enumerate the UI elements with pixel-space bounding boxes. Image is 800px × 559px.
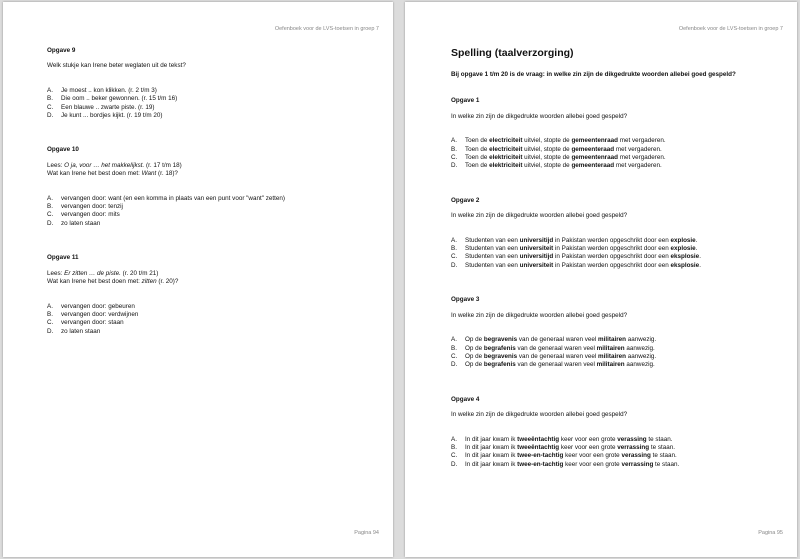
option-text [465, 353, 656, 361]
page-body [47, 47, 379, 362]
bold-word: verassing [617, 435, 647, 443]
question-title: Opgave 1 [451, 97, 480, 105]
option-b [451, 345, 783, 353]
question-11 [47, 254, 379, 336]
question-line: Wat kan Irene het best doen met: [47, 278, 142, 286]
option-fragment: Studenten van een [465, 236, 520, 244]
option-c [47, 104, 379, 112]
spelling-questions [451, 97, 783, 469]
question-title: Opgave 2 [451, 196, 480, 204]
option-a [47, 195, 379, 203]
bold-word: universitijd [519, 253, 554, 261]
question-word: zitten [141, 278, 157, 286]
option-letter: C. [451, 452, 458, 460]
option-text [465, 154, 666, 162]
section-intro: Bij opgave 1 t/m 20 is de vraag: in welke zin zijn de dikgedrukte woorden allebei goed gespeld? [451, 71, 736, 78]
question-10 [47, 146, 379, 228]
option-text [465, 146, 662, 154]
question-text: In welke zin zijn de dikgedrukte woorden allebei goed gespeld? [451, 112, 628, 120]
option-d [451, 361, 783, 369]
bold-word: universiteit [519, 261, 554, 269]
question-lead [47, 162, 379, 170]
option-letter: C. [451, 253, 458, 261]
bold-word: militairen [598, 352, 627, 360]
option-fragment: Studenten van een [465, 245, 520, 253]
option-text [465, 436, 673, 444]
option-letter: B. [47, 203, 53, 211]
answer-options [47, 195, 379, 229]
option-text: vervangen door: gebeuren [61, 302, 135, 310]
question-text: In welke zin zijn de dikgedrukte woorden allebei goed gespeld? [451, 212, 628, 220]
bold-word: eksplosie [670, 261, 700, 269]
option-fragment: Op de [465, 344, 484, 352]
option-d [451, 162, 783, 170]
option-text [465, 162, 662, 170]
option-text [465, 345, 655, 353]
option-letter: A. [47, 302, 53, 310]
bold-word: electriciteit [489, 137, 523, 145]
answer-options [47, 303, 379, 337]
option-text [465, 361, 655, 369]
option-fragment: aanwezig. [626, 352, 657, 360]
option-fragment: met vergaderen. [617, 154, 666, 162]
lead-quote: Er zitten … de piste. [64, 269, 121, 277]
option-fragment: keer voor een grote [559, 443, 618, 451]
option-text [465, 262, 701, 270]
answer-options [451, 336, 783, 370]
option-text [465, 452, 677, 460]
bold-word: eksplosie [670, 253, 700, 261]
option-letter: D. [451, 162, 458, 170]
spelling-question-1 [451, 97, 783, 170]
bold-word: gemeentenraad [571, 137, 618, 145]
option-text: Een blauwe .. zwarte piste. (r. 19) [61, 103, 155, 111]
option-d [47, 112, 379, 120]
page-body [451, 47, 783, 495]
option-letter: C. [451, 154, 458, 162]
option-letter: C. [451, 352, 458, 360]
lead-text: Lees: [47, 269, 65, 277]
option-fragment: in Pakistan werden opgeschrikt door een [553, 261, 671, 269]
option-c [451, 353, 783, 361]
option-text: vervangen door: staan [61, 319, 124, 327]
question-ref: (r. 18)? [156, 170, 178, 178]
bold-word: tweeëntachtig [517, 435, 560, 443]
option-letter: A. [451, 236, 457, 244]
option-fragment: van de generaal waren veel [515, 344, 597, 352]
option-fragment: keer voor een grote [563, 460, 622, 468]
bold-word: twee-en-tachtig [517, 460, 564, 468]
option-letter: D. [47, 219, 54, 227]
question-9 [47, 47, 379, 120]
section-title: Spelling (taalverzorging) [451, 47, 574, 59]
option-letter: B. [451, 145, 457, 153]
option-fragment: van de generaal waren veel [517, 336, 599, 344]
option-a [451, 137, 783, 145]
option-text: vervangen door: mits [61, 211, 120, 219]
bold-word: verrassing [617, 443, 650, 451]
page-94 [3, 2, 393, 557]
option-a [451, 436, 783, 444]
option-letter: A. [451, 137, 457, 145]
option-letter: B. [451, 344, 457, 352]
option-fragment: uitviel, stopte de [522, 145, 572, 153]
option-text: Je kunt ... bordjes kijkt. (r. 19 t/m 20) [61, 112, 163, 120]
option-letter: B. [451, 443, 457, 451]
question-text [47, 278, 379, 286]
question-title: Opgave 3 [451, 296, 480, 304]
option-b [451, 444, 783, 452]
question-text: In welke zin zijn de dikgedrukte woorden allebei goed gespeld? [451, 311, 628, 319]
option-fragment: Toen de [465, 154, 490, 162]
question-ref: (r. 20)? [156, 278, 179, 286]
option-fragment: te staan. [646, 435, 673, 443]
lead-ref: (r. 17 t/m 18) [144, 161, 182, 169]
option-fragment: uitviel, stopte de [522, 154, 572, 162]
bold-word: verassing [621, 452, 651, 460]
bold-word: universiteit [519, 245, 554, 253]
option-fragment: uitviel, stopte de [522, 137, 572, 145]
option-text: zo laten staan [61, 327, 101, 335]
option-fragment: aanwezig. [624, 344, 655, 352]
option-c [451, 452, 783, 460]
option-fragment: . [695, 236, 698, 244]
spelling-question-4 [451, 396, 783, 469]
spelling-question-2 [451, 197, 783, 270]
option-letter: D. [451, 460, 458, 468]
page-95 [405, 2, 797, 557]
option-letter: D. [451, 361, 458, 369]
option-d [47, 328, 379, 336]
bold-word: verrassing [621, 460, 654, 468]
option-text [465, 461, 679, 469]
option-fragment: met vergaderen. [614, 145, 662, 153]
option-fragment: met vergaderen. [614, 162, 662, 170]
bold-word: begrafenis [483, 344, 516, 352]
option-fragment: Op de [465, 336, 484, 344]
option-letter: C. [47, 211, 54, 219]
bold-word: militairen [596, 344, 625, 352]
bold-word: universitijd [519, 236, 554, 244]
question-lead [47, 270, 379, 278]
option-fragment: van de generaal waren veel [515, 361, 597, 369]
lead-ref: (r. 20 t/m 21) [120, 269, 159, 277]
bold-word: militairen [598, 336, 627, 344]
option-text: vervangen door: tenzij [61, 203, 123, 211]
option-fragment: Toen de [465, 145, 490, 153]
question-title: Opgave 11 [47, 254, 79, 262]
bold-word: militairen [596, 361, 625, 369]
option-fragment: aanwezig. [624, 361, 655, 369]
option-fragment: uitviel, stopte de [522, 162, 572, 170]
option-fragment: keer voor een grote [563, 452, 622, 460]
bold-word: begravenis [483, 352, 518, 360]
question-title: Opgave 10 [47, 146, 79, 154]
bold-word: explosie [670, 236, 696, 244]
bold-word: elektriciteit [489, 154, 523, 162]
option-text: vervangen door: want (en een komma in plaats van een punt voor "want" zetten) [61, 194, 285, 202]
option-fragment: Op de [465, 352, 484, 360]
question-line: Wat kan Irene het best doen met: [47, 170, 142, 178]
bold-word: elektriciteit [489, 162, 523, 170]
option-fragment: . [695, 245, 698, 253]
option-fragment: Toen de [465, 137, 490, 145]
answer-options [47, 87, 379, 121]
option-fragment: te staan. [650, 452, 677, 460]
option-d [47, 220, 379, 228]
option-fragment: In dit jaar kwam ik [465, 460, 518, 468]
option-text [465, 237, 697, 245]
option-c [451, 154, 783, 162]
option-c [47, 211, 379, 219]
spelling-question-3 [451, 296, 783, 369]
bold-word: begravenis [483, 336, 518, 344]
option-fragment: . [699, 261, 701, 269]
bold-word: gemeenteraad [571, 162, 615, 170]
option-a [451, 237, 783, 245]
option-letter: A. [47, 194, 53, 202]
option-fragment: in Pakistan werden opgeschrikt door een [553, 236, 671, 244]
lead-quote: O ja, voor … het makkelijkst. [64, 161, 145, 169]
option-b [451, 245, 783, 253]
page-footer: Pagina 94 [354, 530, 379, 536]
option-d [451, 262, 783, 270]
option-fragment: in Pakistan werden opgeschrikt door een [553, 245, 671, 253]
question-word: Want [141, 170, 157, 178]
option-letter: B. [47, 95, 53, 103]
option-letter: B. [451, 245, 457, 253]
option-text: vervangen door: verdwijnen [61, 310, 139, 318]
option-fragment: Studenten van een [465, 261, 520, 269]
option-fragment: . [699, 253, 701, 261]
option-letter: D. [451, 261, 458, 269]
page-header: Oefenboek voor de LVS-toetsen in groep 7 [274, 26, 379, 32]
option-text: Die oom .. beker gewonnen. (r. 15 t/m 16) [61, 95, 178, 103]
option-letter: D. [47, 327, 54, 335]
page-header: Oefenboek voor de LVS-toetsen in groep 7 [678, 26, 783, 32]
bold-word: explosie [670, 245, 696, 253]
option-a [451, 336, 783, 344]
bold-word: tweeëntachtig [517, 443, 560, 451]
option-text [465, 137, 666, 145]
page-footer: Pagina 95 [758, 530, 783, 536]
option-c [451, 253, 783, 261]
answer-options [451, 237, 783, 271]
option-fragment: van de generaal waren veel [517, 352, 599, 360]
option-letter: D. [47, 112, 54, 120]
option-fragment: In dit jaar kwam ik [465, 452, 518, 460]
option-text [465, 253, 701, 261]
option-a [47, 87, 379, 95]
option-fragment: aanwezig. [626, 336, 657, 344]
bold-word: electriciteit [489, 145, 523, 153]
option-b [47, 203, 379, 211]
option-text: Je moest .. kon klikken. (r. 2 t/m 3) [61, 86, 157, 94]
option-fragment: In dit jaar kwam ik [465, 443, 518, 451]
option-fragment: Studenten van een [465, 253, 520, 261]
option-a [47, 303, 379, 311]
option-fragment: Op de [465, 361, 484, 369]
answer-options [451, 436, 783, 470]
option-fragment: Toen de [465, 162, 490, 170]
answer-options [451, 137, 783, 171]
option-fragment: te staan. [649, 443, 676, 451]
option-letter: A. [47, 86, 53, 94]
option-b [47, 95, 379, 103]
question-title: Opgave 9 [47, 47, 76, 54]
option-letter: A. [451, 435, 457, 443]
lead-text: Lees: [47, 161, 65, 169]
option-fragment: te staan. [653, 460, 680, 468]
option-letter: C. [47, 319, 54, 327]
option-text [465, 245, 697, 253]
option-text [465, 336, 656, 344]
option-b [47, 311, 379, 319]
option-text: zo laten staan [61, 219, 101, 227]
question-text [47, 170, 379, 178]
bold-word: gemeenteraad [571, 145, 615, 153]
bold-word: twee-en-tachtig [517, 452, 564, 460]
option-fragment: met vergaderen. [617, 137, 666, 145]
option-d [451, 461, 783, 469]
option-letter: C. [47, 103, 54, 111]
question-text: Welk stukje kan Irene beter weglaten uit de tekst? [47, 62, 186, 70]
bold-word: gemeentenraad [571, 154, 618, 162]
option-text [465, 444, 675, 452]
option-fragment: keer voor een grote [559, 435, 618, 443]
option-b [451, 146, 783, 154]
option-letter: B. [47, 310, 53, 318]
bold-word: begrafenis [483, 361, 516, 369]
question-title: Opgave 4 [451, 395, 480, 403]
option-fragment: in Pakistan werden opgeschrikt door een [553, 253, 671, 261]
option-c [47, 319, 379, 327]
question-text: In welke zin zijn de dikgedrukte woorden allebei goed gespeld? [451, 411, 628, 419]
option-fragment: In dit jaar kwam ik [465, 435, 518, 443]
option-letter: A. [451, 336, 457, 344]
